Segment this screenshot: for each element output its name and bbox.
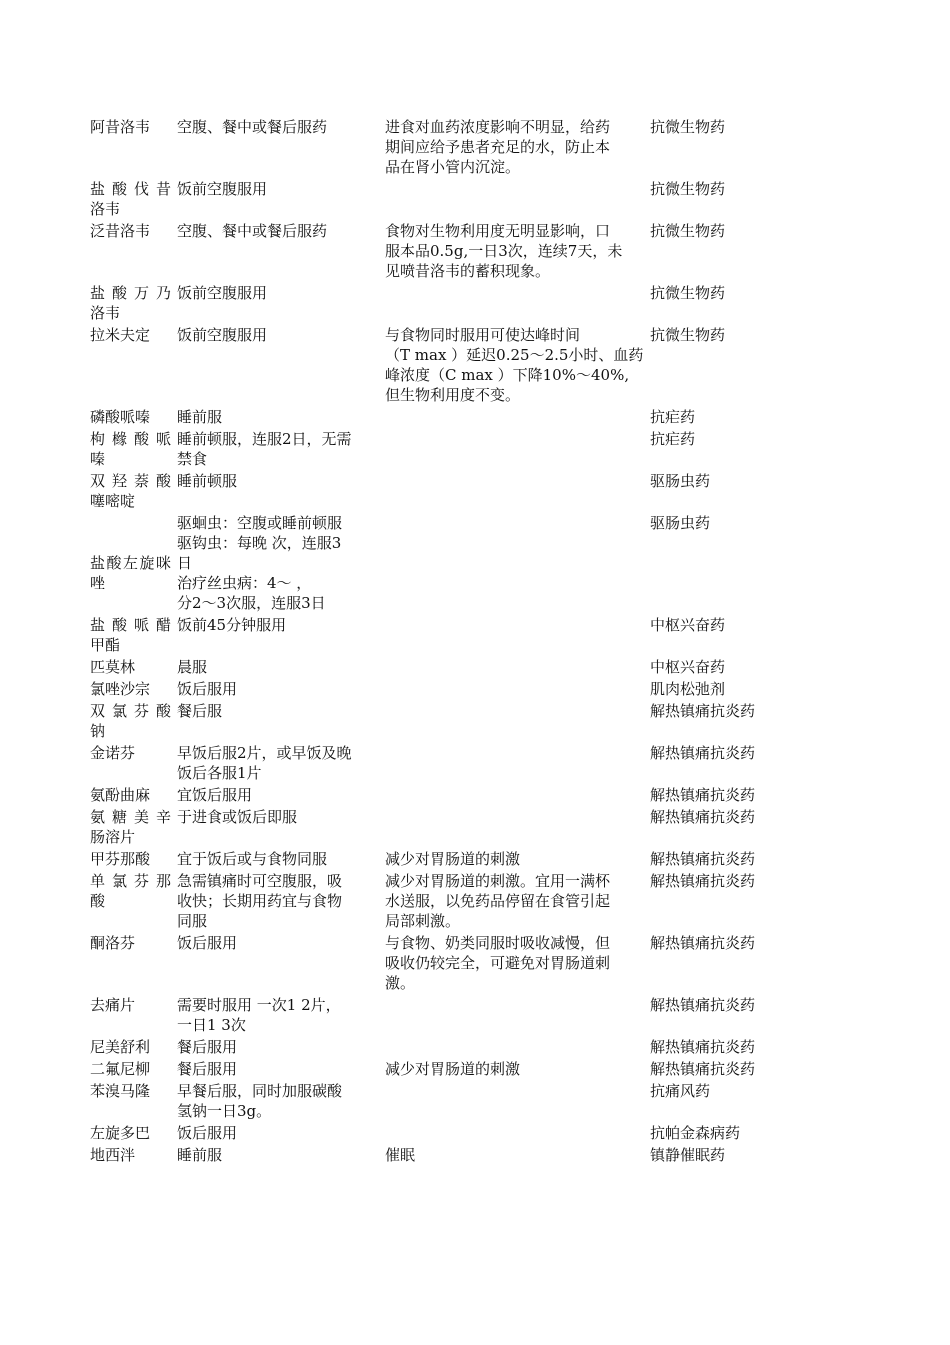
category-cell: 驱肠虫药 bbox=[650, 472, 711, 490]
drug-name-cell bbox=[90, 743, 177, 785]
usage-line: 饭后服用 bbox=[177, 680, 238, 698]
drug-name-line: 氨酚曲麻 bbox=[90, 786, 151, 804]
usage-line: 饭前空腹服用 bbox=[177, 284, 268, 302]
usage-line: 睡前顿服 bbox=[177, 472, 238, 490]
drug-name-cell bbox=[90, 513, 177, 615]
note-line: 见喷昔洛韦的蓄积现象。 bbox=[385, 262, 551, 280]
drug-name-line: 盐 酸 伐 昔 bbox=[90, 180, 171, 198]
usage-cell bbox=[177, 513, 385, 615]
usage-cell bbox=[177, 657, 385, 679]
drug-name-cell bbox=[90, 407, 177, 429]
usage-line: 一日1 3次 bbox=[177, 1016, 246, 1034]
usage-line: 饭前空腹服用 bbox=[177, 180, 268, 198]
note-cell bbox=[385, 1123, 650, 1145]
drug-name-cell bbox=[90, 1059, 177, 1081]
table-row bbox=[90, 471, 790, 513]
table-row bbox=[90, 179, 790, 221]
usage-line: 睡前服 bbox=[177, 408, 223, 426]
drug-name-cell bbox=[90, 1145, 177, 1167]
note-cell bbox=[385, 807, 650, 849]
usage-line: 于进食或饭后即服 bbox=[177, 808, 298, 826]
note-line: （T max ）延迟0.25～2.5小时、血药 bbox=[385, 346, 644, 364]
drug-name-line: 盐 酸 哌 醋 bbox=[90, 616, 171, 634]
drug-name-line: 甲酯 bbox=[90, 636, 121, 654]
usage-line: 早饭后服2片，或早饭及晚 bbox=[177, 744, 352, 762]
drug-name-line: 甲芬那酸 bbox=[90, 850, 151, 868]
usage-cell bbox=[177, 849, 385, 871]
usage-line: 驱蛔虫：空腹或睡前顿服 bbox=[177, 514, 343, 532]
note-cell bbox=[385, 785, 650, 807]
note-cell bbox=[385, 117, 650, 179]
table-row bbox=[90, 283, 790, 325]
usage-cell bbox=[177, 471, 385, 513]
drug-name-line: 双 羟 萘 酸 bbox=[90, 472, 171, 490]
usage-cell bbox=[177, 407, 385, 429]
table-row bbox=[90, 743, 790, 785]
drug-name-line: 酸 bbox=[90, 892, 106, 910]
usage-cell bbox=[177, 933, 385, 995]
note-cell bbox=[385, 471, 650, 513]
usage-cell bbox=[177, 325, 385, 407]
note-line: 与食物、奶类同服时吸收减慢，但 bbox=[385, 934, 611, 952]
category-cell: 解热镇痛抗炎药 bbox=[650, 934, 756, 952]
table-row bbox=[90, 785, 790, 807]
drug-name-cell bbox=[90, 471, 177, 513]
table-row bbox=[90, 1059, 790, 1081]
usage-cell bbox=[177, 429, 385, 471]
usage-line: 早餐后服，同时加服碳酸 bbox=[177, 1082, 343, 1100]
note-cell bbox=[385, 221, 650, 283]
usage-line: 宜于饭后或与食物同服 bbox=[177, 850, 328, 868]
usage-cell bbox=[177, 1145, 385, 1167]
drug-name-line: 氯唑沙宗 bbox=[90, 680, 151, 698]
note-cell bbox=[385, 1037, 650, 1059]
drug-name-line: 去痛片 bbox=[90, 996, 136, 1014]
drug-name-line: 酮洛芬 bbox=[90, 934, 136, 952]
drug-name-cell bbox=[90, 615, 177, 657]
drug-name-line: 泛昔洛韦 bbox=[90, 222, 151, 240]
usage-line: 睡前顿服，连服2日，无需 bbox=[177, 430, 352, 448]
category-cell: 抗微生物药 bbox=[650, 180, 726, 198]
drug-name-line: 盐 酸 万 乃 bbox=[90, 284, 171, 302]
drug-name-cell bbox=[90, 1037, 177, 1059]
drug-name-line: 盐酸左旋咪唑 bbox=[90, 554, 171, 592]
usage-line: 日 bbox=[177, 554, 193, 572]
drug-name-line: 噻嘧啶 bbox=[90, 492, 136, 510]
usage-cell bbox=[177, 701, 385, 743]
drug-name-line: 单 氯 芬 那 bbox=[90, 872, 171, 890]
drug-name-cell bbox=[90, 1081, 177, 1123]
drug-name-cell bbox=[90, 807, 177, 849]
usage-line: 饭前空腹服用 bbox=[177, 326, 268, 344]
note-cell bbox=[385, 429, 650, 471]
usage-cell bbox=[177, 679, 385, 701]
drug-name-line: 双 氯 芬 酸 bbox=[90, 702, 171, 720]
drug-administration-table bbox=[90, 117, 790, 1167]
note-cell bbox=[385, 657, 650, 679]
drug-name-line: 左旋多巴 bbox=[90, 1124, 151, 1142]
drug-name-cell bbox=[90, 221, 177, 283]
usage-cell bbox=[177, 785, 385, 807]
note-line: 食物对生物利用度无明显影响，口 bbox=[385, 222, 611, 240]
note-line: 服本品0.5g,一日3次，连续7天，未 bbox=[385, 242, 623, 260]
note-line: 吸收仍较完全，可避免对胃肠道刺 bbox=[385, 954, 611, 972]
usage-cell bbox=[177, 221, 385, 283]
usage-line: 餐后服用 bbox=[177, 1060, 238, 1078]
category-cell: 抗疟药 bbox=[650, 430, 696, 448]
usage-line: 饭前45分钟服用 bbox=[177, 616, 287, 634]
drug-name-cell bbox=[90, 117, 177, 179]
note-cell bbox=[385, 179, 650, 221]
table-row bbox=[90, 325, 790, 407]
table-row bbox=[90, 1123, 790, 1145]
drug-name-cell bbox=[90, 785, 177, 807]
usage-line: 需要时服用 一次1 2片， bbox=[177, 996, 341, 1014]
drug-name-line: 枸 橼 酸 哌 bbox=[90, 430, 171, 448]
note-line: 期间应给予患者充足的水，防止本 bbox=[385, 138, 611, 156]
table-row bbox=[90, 657, 790, 679]
drug-name-line: 二氟尼柳 bbox=[90, 1060, 151, 1078]
category-cell: 驱肠虫药 bbox=[650, 514, 711, 532]
note-cell bbox=[385, 995, 650, 1037]
note-cell bbox=[385, 871, 650, 933]
table-row bbox=[90, 429, 790, 471]
note-cell bbox=[385, 283, 650, 325]
table-row bbox=[90, 615, 790, 657]
usage-line: 饭后服用 bbox=[177, 1124, 238, 1142]
category-cell: 肌肉松弛剂 bbox=[650, 680, 726, 698]
drug-name-line: 嗪 bbox=[90, 450, 106, 468]
usage-line: 急需镇痛时可空腹服，吸 bbox=[177, 872, 343, 890]
table-row bbox=[90, 221, 790, 283]
note-line: 但生物利用度不变。 bbox=[385, 386, 521, 404]
drug-name-line: 氨 糖 美 辛 bbox=[90, 808, 171, 826]
table-body bbox=[90, 117, 790, 1167]
note-cell bbox=[385, 679, 650, 701]
drug-name-line: 磷酸哌嗪 bbox=[90, 408, 151, 426]
usage-line: 氢钠一日3g。 bbox=[177, 1102, 272, 1120]
note-cell bbox=[385, 933, 650, 995]
category-cell: 解热镇痛抗炎药 bbox=[650, 808, 756, 826]
table-row bbox=[90, 807, 790, 849]
note-cell bbox=[385, 743, 650, 785]
note-line: 减少对胃肠道的刺激。宜用一满杯 bbox=[385, 872, 611, 890]
drug-name-line bbox=[90, 533, 177, 553]
table-row bbox=[90, 117, 790, 179]
usage-cell bbox=[177, 743, 385, 785]
table-row bbox=[90, 407, 790, 429]
drug-name-cell bbox=[90, 429, 177, 471]
table-row bbox=[90, 701, 790, 743]
category-cell: 中枢兴奋药 bbox=[650, 658, 726, 676]
usage-cell bbox=[177, 615, 385, 657]
drug-name-line bbox=[90, 513, 177, 533]
usage-line: 空腹、餐中或餐后服药 bbox=[177, 222, 328, 240]
note-line: 进食对血药浓度影响不明显，给药 bbox=[385, 118, 611, 136]
note-cell bbox=[385, 701, 650, 743]
category-cell: 抗疟药 bbox=[650, 408, 696, 426]
note-line: 催眠 bbox=[385, 1146, 416, 1164]
usage-line: 治疗丝虫病：4～ ， bbox=[177, 574, 312, 592]
usage-cell bbox=[177, 1037, 385, 1059]
note-cell bbox=[385, 849, 650, 871]
category-cell: 中枢兴奋药 bbox=[650, 616, 726, 634]
category-cell: 解热镇痛抗炎药 bbox=[650, 872, 756, 890]
table-row bbox=[90, 871, 790, 933]
usage-line: 收快；长期用药宜与食物 bbox=[177, 892, 343, 910]
note-cell bbox=[385, 615, 650, 657]
drug-name-line: 洛韦 bbox=[90, 304, 121, 322]
drug-name-line: 苯溴马隆 bbox=[90, 1082, 151, 1100]
usage-cell bbox=[177, 1081, 385, 1123]
usage-line: 宜饭后服用 bbox=[177, 786, 253, 804]
drug-name-cell bbox=[90, 849, 177, 871]
drug-name-line: 金诺芬 bbox=[90, 744, 136, 762]
usage-cell bbox=[177, 1059, 385, 1081]
usage-cell bbox=[177, 117, 385, 179]
category-cell: 抗痛风药 bbox=[650, 1082, 711, 1100]
category-cell: 解热镇痛抗炎药 bbox=[650, 850, 756, 868]
drug-name-line: 肠溶片 bbox=[90, 828, 136, 846]
note-cell bbox=[385, 1081, 650, 1123]
drug-name-line: 尼美舒利 bbox=[90, 1038, 151, 1056]
table-row bbox=[90, 1081, 790, 1123]
drug-name-cell bbox=[90, 1123, 177, 1145]
usage-line: 睡前服 bbox=[177, 1146, 223, 1164]
drug-name-cell bbox=[90, 179, 177, 221]
category-cell: 解热镇痛抗炎药 bbox=[650, 1038, 756, 1056]
note-cell bbox=[385, 1145, 650, 1167]
usage-line: 空腹、餐中或餐后服药 bbox=[177, 118, 328, 136]
note-cell bbox=[385, 325, 650, 407]
usage-cell bbox=[177, 1123, 385, 1145]
drug-name-line: 阿昔洛韦 bbox=[90, 118, 151, 136]
usage-line: 晨服 bbox=[177, 658, 208, 676]
note-line: 水送服，以免药品停留在食管引起 bbox=[385, 892, 611, 910]
table-row bbox=[90, 1037, 790, 1059]
table-row bbox=[90, 679, 790, 701]
usage-line: 饭后各服1片 bbox=[177, 764, 262, 782]
category-cell: 抗帕金森病药 bbox=[650, 1124, 741, 1142]
usage-line: 分2～3次服，连服3日 bbox=[177, 594, 326, 612]
note-cell bbox=[385, 407, 650, 429]
usage-line: 餐后服 bbox=[177, 702, 223, 720]
drug-name-line: 洛韦 bbox=[90, 200, 121, 218]
note-line: 与食物同时服用可使达峰时间 bbox=[385, 326, 581, 344]
note-cell bbox=[385, 513, 650, 615]
table-row bbox=[90, 1145, 790, 1167]
note-line: 品在肾小管内沉淀。 bbox=[385, 158, 521, 176]
drug-name-cell bbox=[90, 657, 177, 679]
drug-name-cell bbox=[90, 283, 177, 325]
drug-name-line: 钠 bbox=[90, 722, 106, 740]
drug-name-cell bbox=[90, 933, 177, 995]
note-line: 减少对胃肠道的刺激 bbox=[385, 1060, 521, 1078]
category-cell: 抗微生物药 bbox=[650, 284, 726, 302]
category-cell: 解热镇痛抗炎药 bbox=[650, 786, 756, 804]
category-cell: 镇静催眠药 bbox=[650, 1146, 726, 1164]
usage-cell bbox=[177, 283, 385, 325]
note-line: 减少对胃肠道的刺激 bbox=[385, 850, 521, 868]
usage-cell bbox=[177, 995, 385, 1037]
category-cell: 抗微生物药 bbox=[650, 222, 726, 240]
drug-name-cell bbox=[90, 995, 177, 1037]
category-cell: 解热镇痛抗炎药 bbox=[650, 996, 756, 1014]
drug-name-cell bbox=[90, 701, 177, 743]
drug-name-cell bbox=[90, 679, 177, 701]
category-cell: 抗微生物药 bbox=[650, 326, 726, 344]
drug-name-cell bbox=[90, 871, 177, 933]
table-row bbox=[90, 933, 790, 995]
drug-name-line: 匹莫林 bbox=[90, 658, 136, 676]
table-row bbox=[90, 513, 790, 615]
note-line: 峰浓度（C max ）下降10%～40%, bbox=[385, 366, 630, 384]
category-cell: 解热镇痛抗炎药 bbox=[650, 1060, 756, 1078]
usage-cell bbox=[177, 807, 385, 849]
note-line: 局部刺激。 bbox=[385, 912, 461, 930]
drug-name-cell bbox=[90, 325, 177, 407]
usage-line: 同服 bbox=[177, 912, 208, 930]
table-row bbox=[90, 995, 790, 1037]
note-cell bbox=[385, 1059, 650, 1081]
note-line: 激。 bbox=[385, 974, 416, 992]
drug-name-line: 地西泮 bbox=[90, 1146, 136, 1164]
drug-name-line: 拉米夫定 bbox=[90, 326, 151, 344]
usage-cell bbox=[177, 871, 385, 933]
category-cell: 解热镇痛抗炎药 bbox=[650, 744, 756, 762]
table-row bbox=[90, 849, 790, 871]
usage-cell bbox=[177, 179, 385, 221]
category-cell: 解热镇痛抗炎药 bbox=[650, 702, 756, 720]
usage-line: 餐后服用 bbox=[177, 1038, 238, 1056]
usage-line: 饭后服用 bbox=[177, 934, 238, 952]
usage-line: 禁食 bbox=[177, 450, 208, 468]
category-cell: 抗微生物药 bbox=[650, 118, 726, 136]
usage-line: 驱钩虫：每晚 次，连服3 bbox=[177, 534, 342, 552]
